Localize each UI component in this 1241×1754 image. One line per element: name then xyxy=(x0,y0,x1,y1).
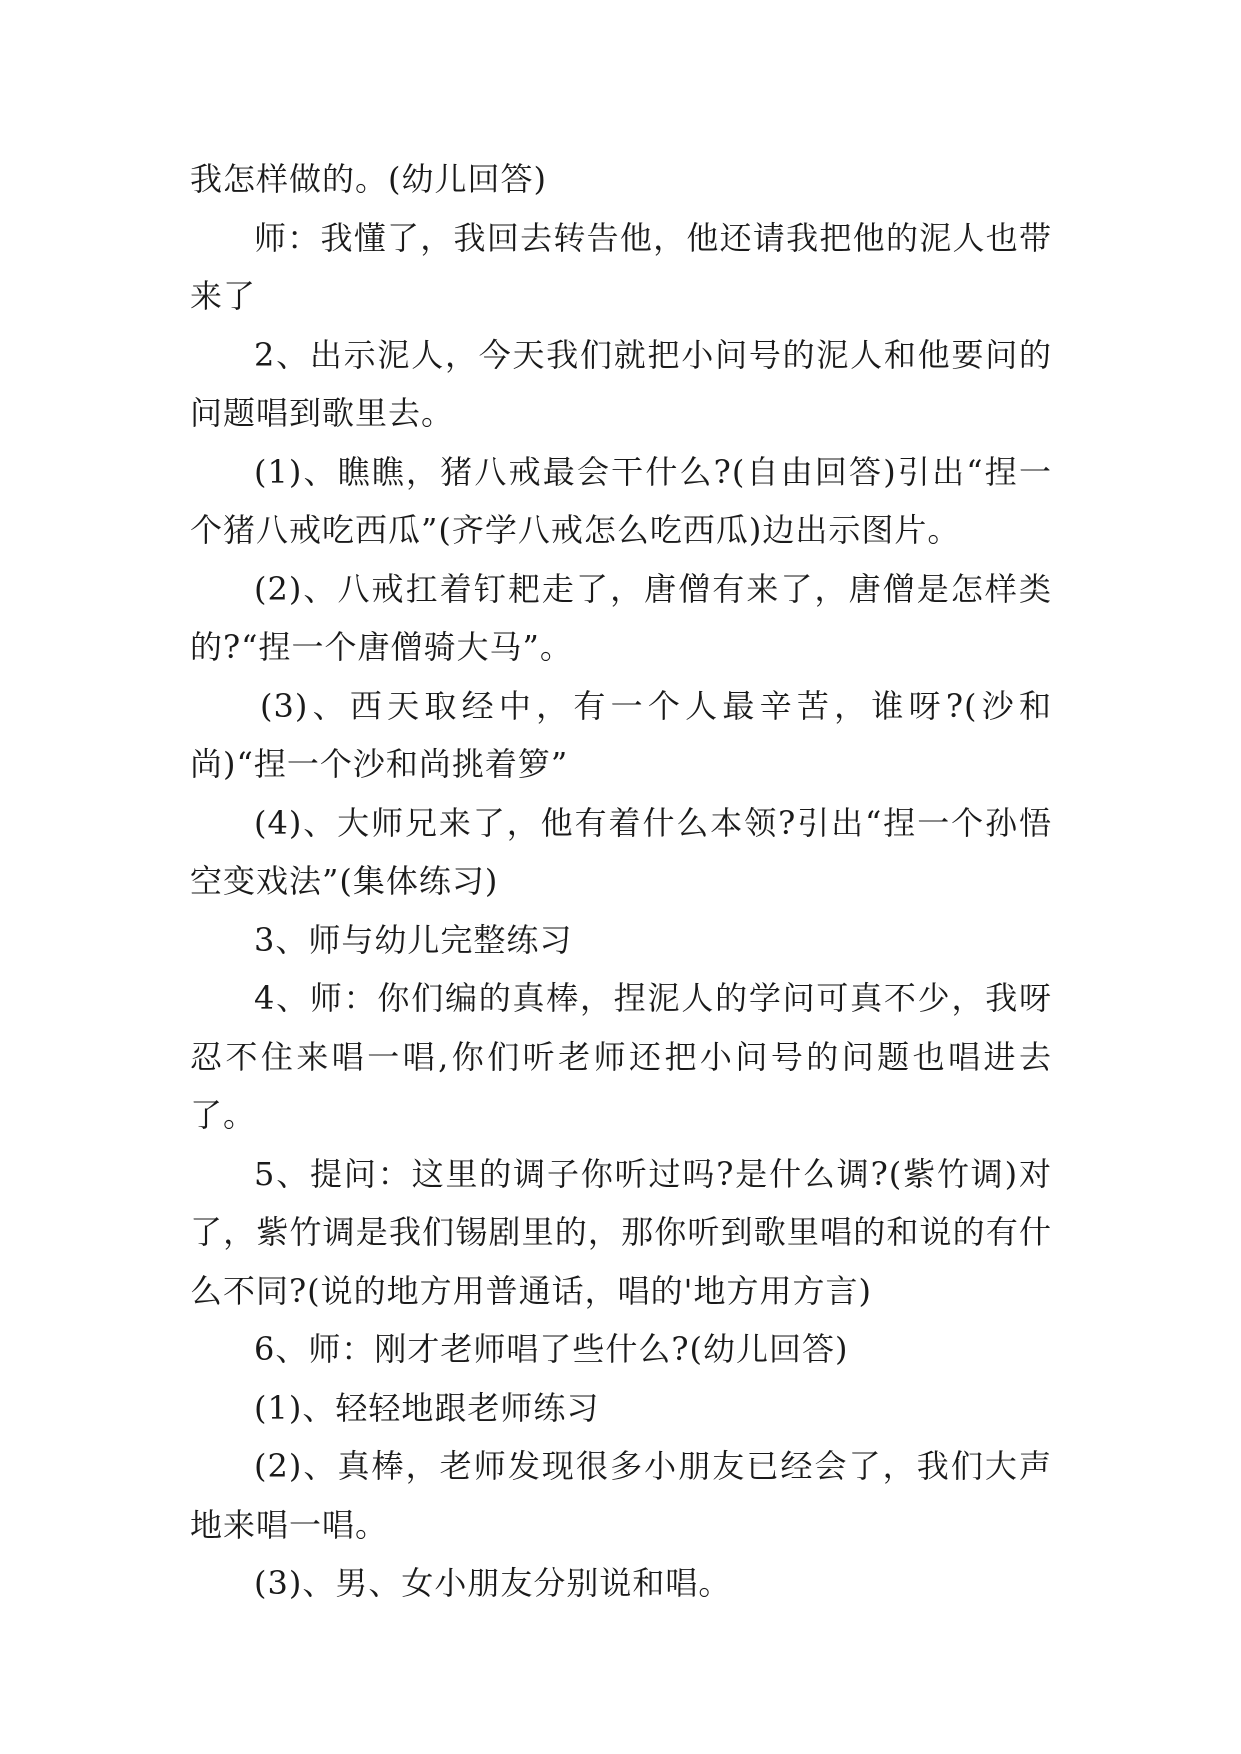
paragraph: (3)、男、女小朋友分别说和唱。 xyxy=(254,1564,732,1602)
paragraph: (1)、轻轻地跟老师练习 xyxy=(254,1388,600,1427)
paragraph: 我怎样做的。(幼儿回答) xyxy=(190,160,547,198)
paragraph: (4)、大师兄来了，他有着什么本领?引出“捏一个孙悟空变戏法”(集体练习) xyxy=(190,803,1052,900)
paragraph: 5、提问：这里的调子你听过吗?是什么调?(紫竹调)对了，紫竹调是我们锡剧里的，那你听到歌里唱的和说的有什么不同?(说的地方用普通话，唱的'地方用方言) xyxy=(190,1154,1052,1310)
paragraph: 师：我懂了，我回去转告他，他还请我把他的泥人也带来了 xyxy=(190,218,1052,315)
paragraph: 6、师：刚才老师唱了些什么?(幼儿回答) xyxy=(254,1330,849,1368)
paragraph: (2)、真棒，老师发现很多小朋友已经会了，我们大声地来唱一唱。 xyxy=(190,1447,1052,1544)
paragraph: (2)、八戒扛着钉耙走了，唐僧有来了，唐僧是怎样类的?“捏一个唐僧骑大马”。 xyxy=(190,569,1052,666)
paragraph: 3、师与幼儿完整练习 xyxy=(254,920,573,959)
paragraph: (1)、瞧瞧，猪八戒最会干什么?(自由回答)引出“捏一个猪八戒吃西瓜”(齐学八戒怎么吃西瓜)边出示图片。 xyxy=(190,452,1052,549)
paragraph: (3)、西天取经中，有一个人最辛苦，谁呀?(沙和尚)“捏一个沙和尚挑着箩” xyxy=(190,686,1052,783)
document-body xyxy=(190,150,1052,1613)
paragraph: 4、师：你们编的真棒，捏泥人的学问可真不少，我呀忍不住来唱一唱,你们听老师还把小问号的问题也唱进去了。 xyxy=(190,979,1052,1134)
paragraph: 2、出示泥人，今天我们就把小问号的泥人和他要问的问题唱到歌里去。 xyxy=(190,335,1052,432)
